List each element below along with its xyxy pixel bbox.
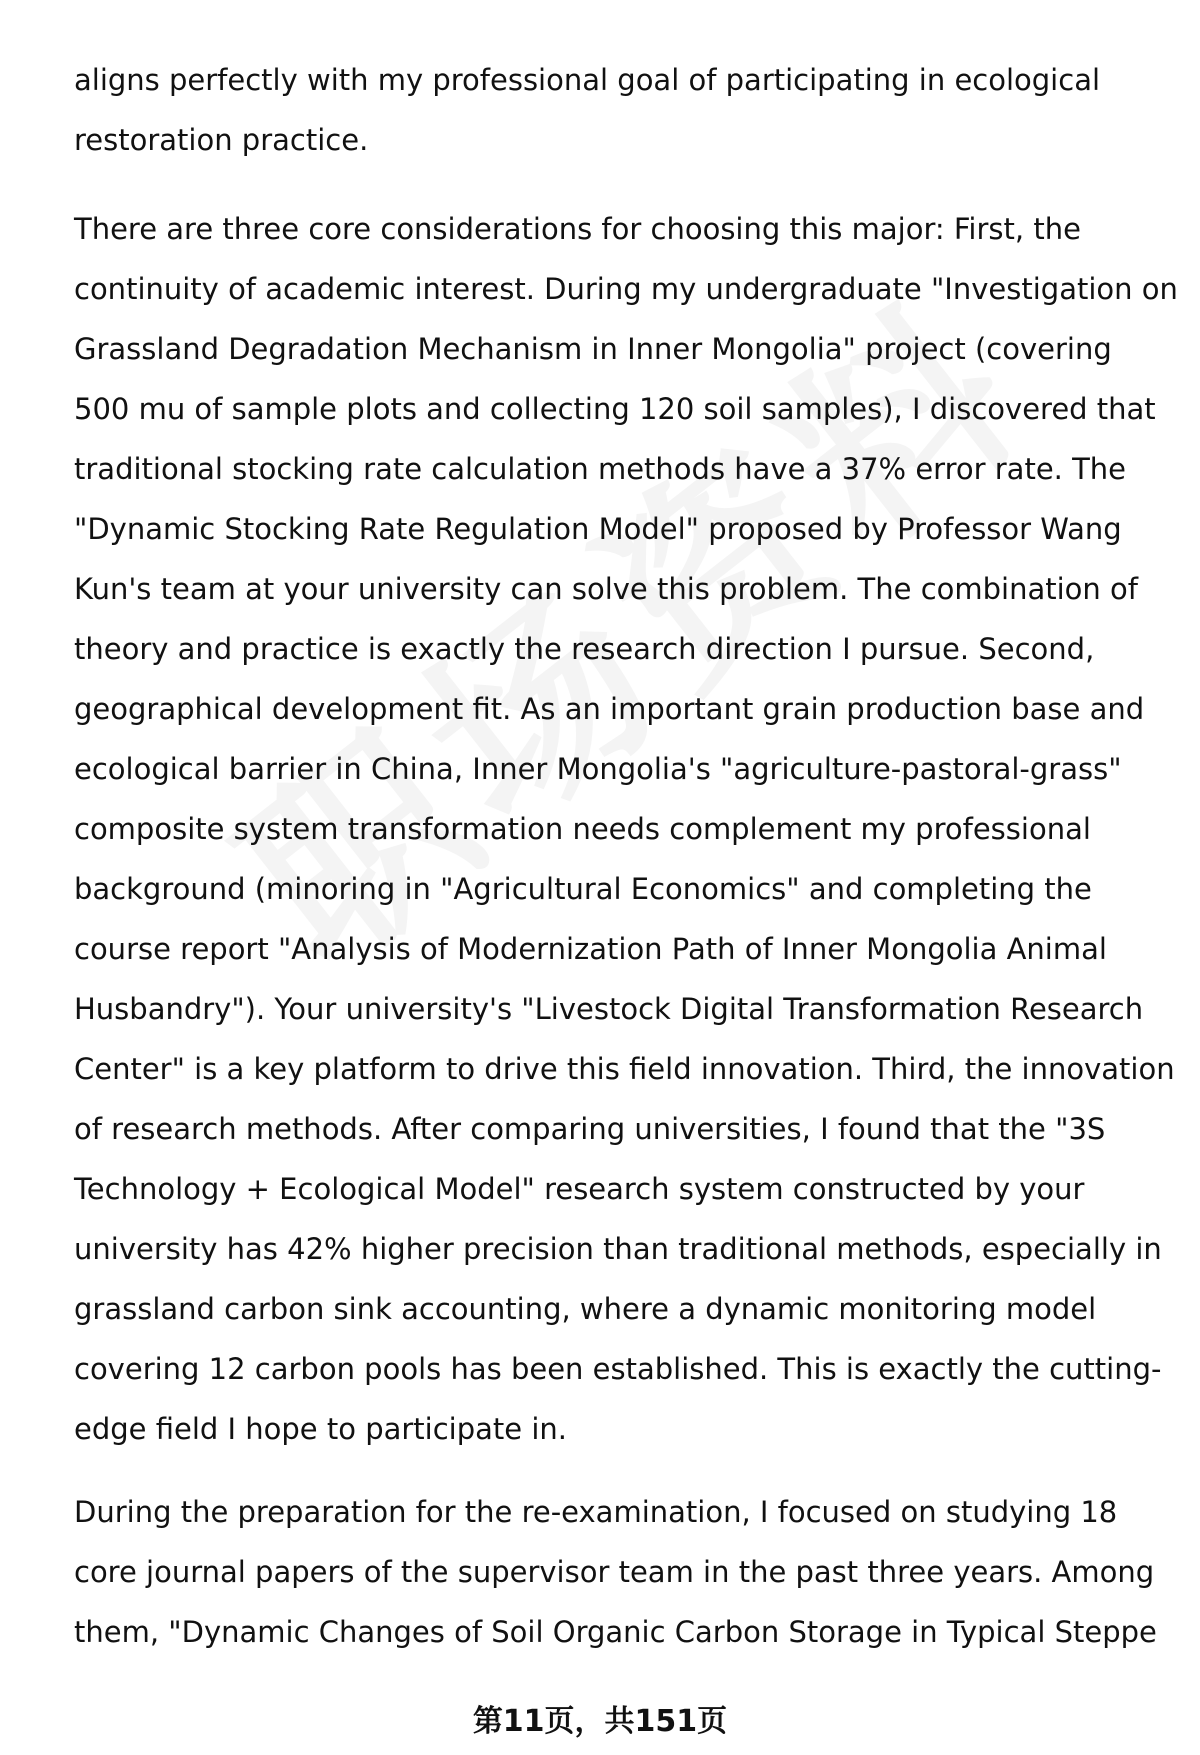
- text-line: theory and practice is exactly the research direction I pursue. Second,: [74, 632, 1095, 666]
- paragraph-2: [74, 199, 1178, 1459]
- paragraph-3: [74, 1482, 1164, 1662]
- text-line: Technology + Ecological Model" research system constructed by your: [74, 1172, 1085, 1206]
- text-line: traditional stocking rate calculation methods have a 37% error rate. The: [74, 452, 1127, 486]
- text-line: geographical development fit. As an important grain production base and: [74, 692, 1145, 726]
- text-line: aligns perfectly with my professional goal of participating in ecological: [74, 63, 1101, 97]
- text-line: continuity of academic interest. During my undergraduate "Investigation on: [74, 272, 1178, 306]
- text-line: core journal papers of the supervisor team in the past three years. Among: [74, 1555, 1155, 1589]
- paragraph-1: [74, 50, 1164, 170]
- text-line: background (minoring in "Agricultural Economics" and completing the: [74, 872, 1092, 906]
- text-line: Kun's team at your university can solve this problem. The combination of: [74, 572, 1138, 606]
- text-line: composite system transformation needs complement my professional: [74, 812, 1091, 846]
- text-line: them, "Dynamic Changes of Soil Organic Carbon Storage in Typical Steppe: [74, 1615, 1157, 1649]
- text-line: Husbandry"). Your university's "Livestock Digital Transformation Research: [74, 992, 1144, 1026]
- text-line: Center" is a key platform to drive this field innovation. Third, the innovation: [74, 1052, 1175, 1086]
- text-line: university has 42% higher precision than traditional methods, especially in: [74, 1232, 1162, 1266]
- text-line: ecological barrier in China, Inner Mongolia's "agriculture-pastoral-grass": [74, 752, 1122, 786]
- text-line: course report "Analysis of Modernization Path of Inner Mongolia Animal: [74, 932, 1107, 966]
- text-line: covering 12 carbon pools has been established. This is exactly the cutting-: [74, 1352, 1162, 1386]
- text-line: There are three core considerations for choosing this major: First, the: [74, 212, 1081, 246]
- text-line: edge field I hope to participate in.: [74, 1412, 567, 1446]
- text-line: restoration practice.: [74, 123, 369, 157]
- text-line: 500 mu of sample plots and collecting 120 soil samples), I discovered that: [74, 392, 1156, 426]
- text-line: grassland carbon sink accounting, where a dynamic monitoring model: [74, 1292, 1097, 1326]
- text-line: Grassland Degradation Mechanism in Inner Mongolia" project (covering: [74, 332, 1112, 366]
- page-number: 第11页，共151页: [472, 1704, 728, 1739]
- text-line: "Dynamic Stocking Rate Regulation Model" proposed by Professor Wang: [74, 512, 1122, 546]
- text-line: of research methods. After comparing universities, I found that the "3S: [74, 1112, 1106, 1146]
- text-line: During the preparation for the re-examination, I focused on studying 18: [74, 1495, 1118, 1529]
